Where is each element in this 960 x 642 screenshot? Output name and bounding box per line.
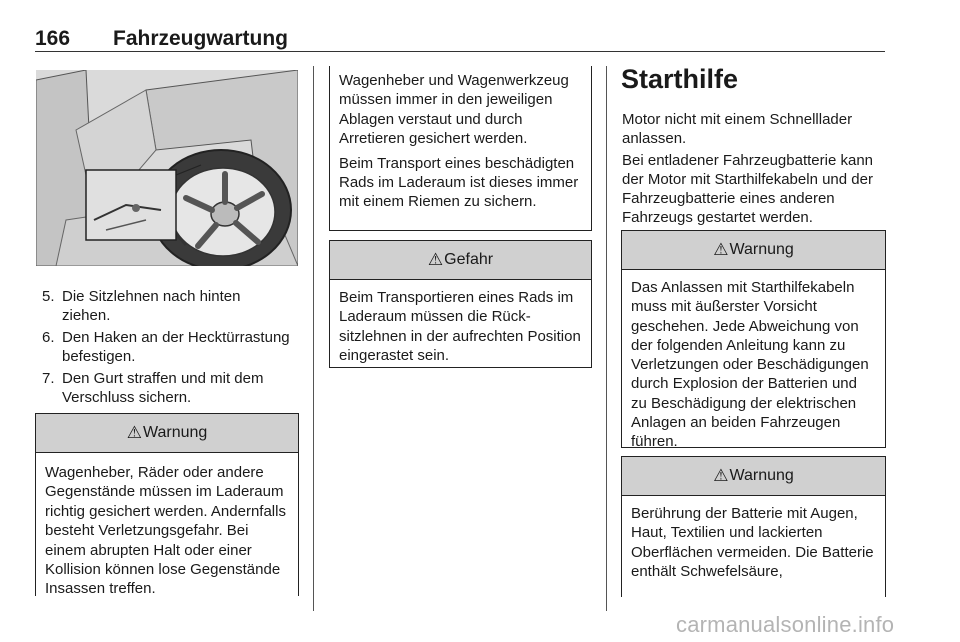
danger-box-header — [330, 241, 591, 280]
column-divider-left — [313, 66, 314, 611]
starthilfe-para-2: Bei entladener Fahrzeugbatterie kann der Motor mit Starthilfekabeln und der Fahrzeugbatterie eines anderen Fahrzeugs gestartet werden. — [622, 152, 874, 226]
warning-icon: ⚠ — [427, 250, 444, 269]
warning-box-battery — [621, 456, 886, 597]
step-text: Den Gurt straffen und mit dem Verschluss sichern. — [62, 370, 264, 406]
watermark: carmanualsonline.info — [676, 612, 895, 637]
warning-box-text: Wagenheber, Räder oder andere Gegenstände müssen im Laderaum richtig gesichert werden. Andernfalls besteht Verletzungsgefahr. Bei einem abrupten Halt oder einer Kollision können lose Gegenstände Insassen treffen. — [45, 464, 286, 598]
column-divider-right — [606, 66, 607, 611]
warning-box-jumpstart — [621, 230, 886, 451]
wheel-in-trunk-illustration — [36, 70, 298, 266]
warning-box-cargo — [35, 413, 299, 596]
warning-icon: ⚠ — [713, 240, 729, 259]
list-item — [42, 287, 292, 325]
trunk-wheel-figure — [36, 70, 298, 266]
section-title: Fahrzeugwartung — [113, 27, 289, 50]
starthilfe-para-1: Motor nicht mit einem Schnelllader anlassen. — [622, 111, 853, 147]
warning-box-text: Das Anlassen mit Starthilfekabeln muss mit äußerster Vorsicht geschehen. Jede Abweichung von der folgenden Anleitung kann zu Verletzungen oder Beschädigungen durch Explosion der Batterien und zu Beschädigung der elektrischen Anlagen an beiden Fahrzeugen führen. — [631, 279, 869, 451]
step-number: 5. — [42, 288, 55, 305]
header-rule — [35, 51, 885, 52]
page-number: 166 — [35, 27, 71, 50]
danger-box — [329, 240, 592, 368]
warning-box-header — [622, 457, 885, 496]
step-number: 7. — [42, 370, 55, 387]
list-item — [42, 328, 292, 366]
danger-label: Gefahr — [444, 251, 494, 268]
instruction-steps — [42, 287, 292, 410]
starthilfe-heading: Starthilfe — [621, 64, 739, 94]
storage-note-para-1: Wagenheber und Wagenwerkzeug müssen immer in den jeweiligen Ablagen verstaut und durch Arretieren gesichert werden. — [339, 72, 569, 148]
warning-box-header — [622, 231, 885, 270]
warning-box-text: Berührung der Batterie mit Augen, Haut, Textilien und lackierten Oberflächen vermeiden. Die Batterie enthält Schwefelsäure, — [631, 505, 874, 581]
warning-label: Warnung — [729, 467, 794, 484]
warning-icon: ⚠ — [126, 423, 142, 442]
warning-icon: ⚠ — [713, 466, 729, 485]
step-number: 6. — [42, 329, 55, 346]
warning-label: Warnung — [729, 241, 794, 258]
list-item — [42, 369, 292, 407]
warning-label: Warnung — [142, 424, 208, 441]
warning-box-header — [36, 414, 298, 453]
storage-note-para-2: Beim Transport eines beschädigten Rads im Laderaum ist dieses immer mit einem Riemen zu sichern. — [339, 154, 579, 211]
danger-box-text: Beim Transportieren eines Rads im Laderaum müssen die Rücksitzlehnen in der aufrechten Position eingerastet sein. — [339, 289, 581, 365]
step-text: Den Haken an der Hecktürrastung befestigen. — [62, 329, 290, 365]
storage-note-box — [329, 66, 592, 231]
step-text: Die Sitzlehnen nach hinten ziehen. — [62, 288, 241, 324]
